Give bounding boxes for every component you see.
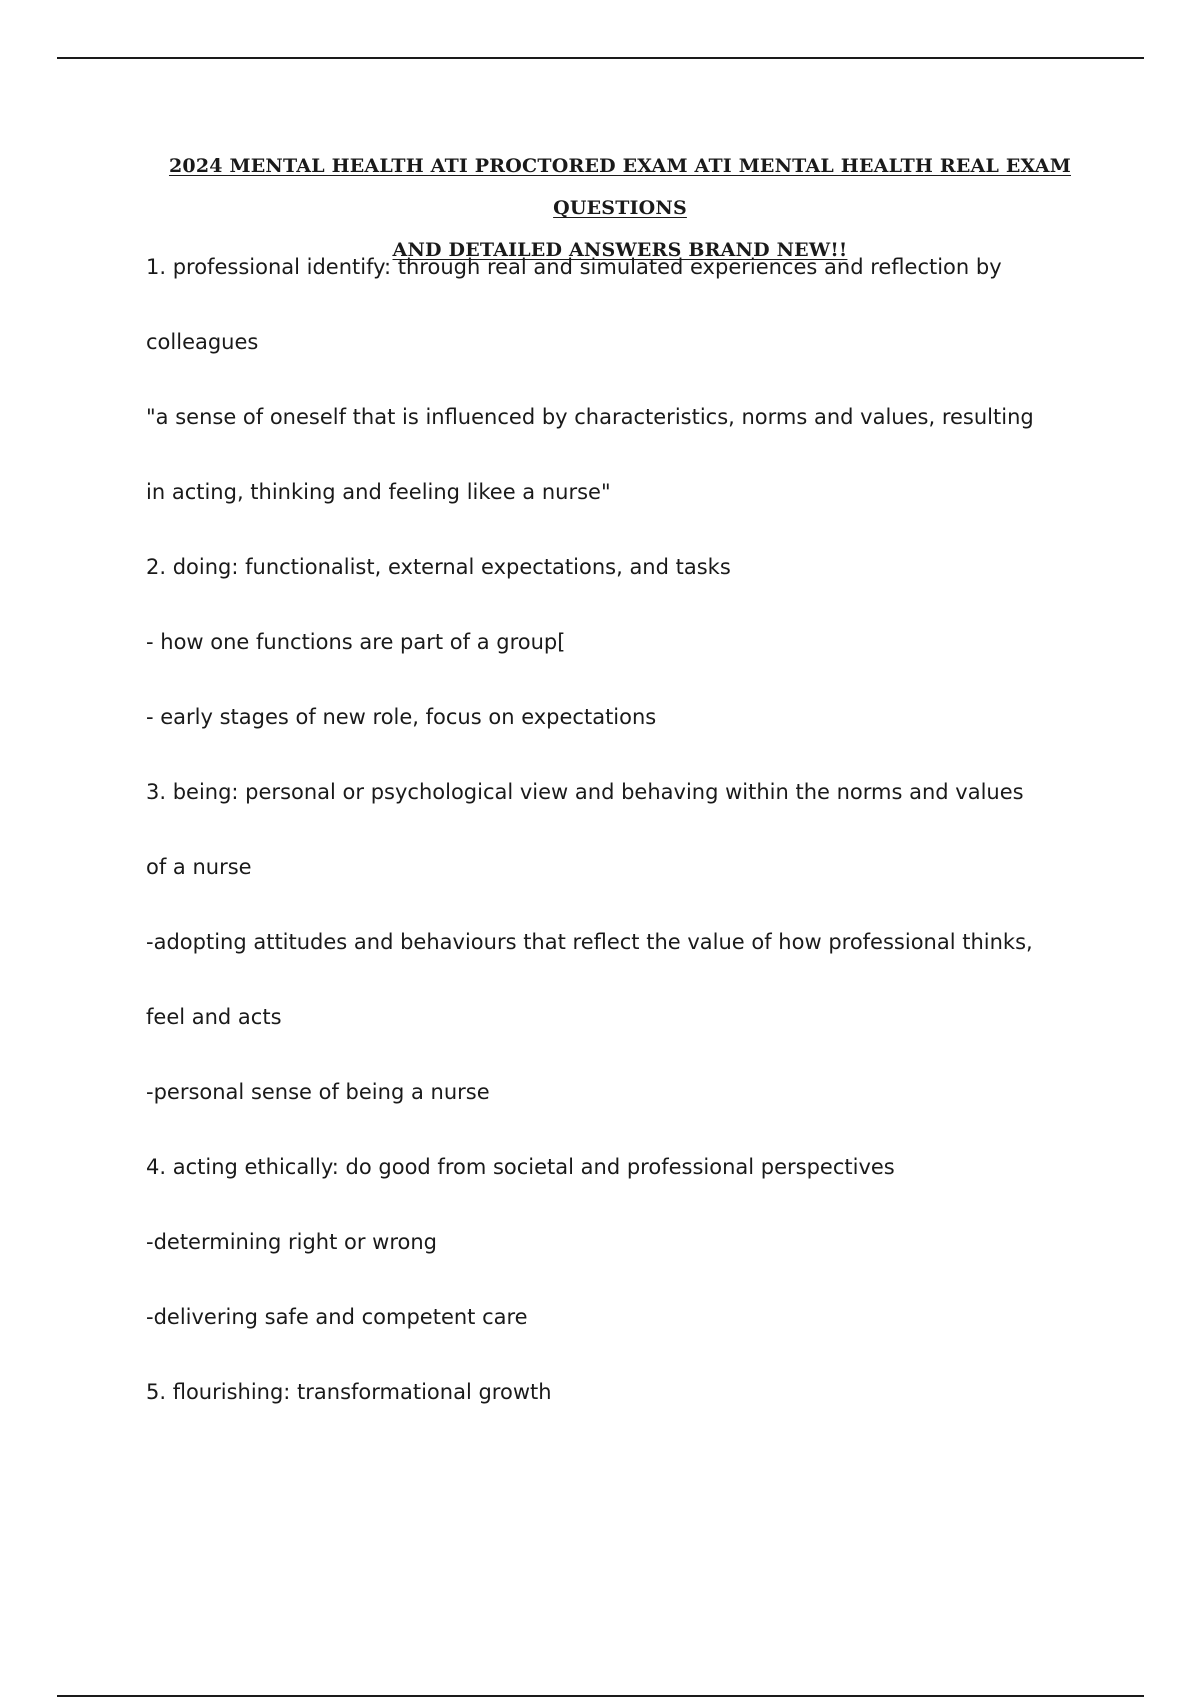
body-line: 4. acting ethically: do good from societal and professional perspectives: [146, 1155, 895, 1179]
body-line: -determining right or wrong: [146, 1230, 438, 1254]
body-line: colleagues: [146, 330, 259, 354]
body-line: 1. professional identify: through real and simulated experiences and reflection by: [146, 255, 1002, 279]
footer-rule: [57, 1695, 1144, 1697]
body-line: 3. being: personal or psychological view and behaving within the norms and values: [146, 780, 1024, 804]
title-line-1: 2024 MENTAL HEALTH ATI PROCTORED EXAM ATI MENTAL HEALTH REAL EXAM QUESTIONS: [168, 155, 1071, 219]
header-rule: [57, 57, 1144, 59]
body-line: - early stages of new role, focus on expectations: [146, 705, 657, 729]
body-line: 5. flourishing: transformational growth: [146, 1380, 552, 1404]
body-line: in acting, thinking and feeling likee a nurse": [146, 480, 611, 504]
body-line: -delivering safe and competent care: [146, 1305, 528, 1329]
document-body: [146, 252, 1066, 1452]
body-line: feel and acts: [146, 1005, 282, 1029]
body-line: "a sense of oneself that is influenced by characteristics, norms and values, resulting: [146, 405, 1034, 429]
body-line: -personal sense of being a nurse: [146, 1080, 490, 1104]
body-line: 2. doing: functionalist, external expectations, and tasks: [146, 555, 731, 579]
body-line: - how one functions are part of a group[: [146, 630, 566, 654]
title-line-2: AND DETAILED ANSWERS BRAND NEW!!: [392, 239, 848, 261]
body-line: -adopting attitudes and behaviours that reflect the value of how professional thinks,: [146, 930, 1033, 954]
body-line: of a nurse: [146, 855, 252, 879]
